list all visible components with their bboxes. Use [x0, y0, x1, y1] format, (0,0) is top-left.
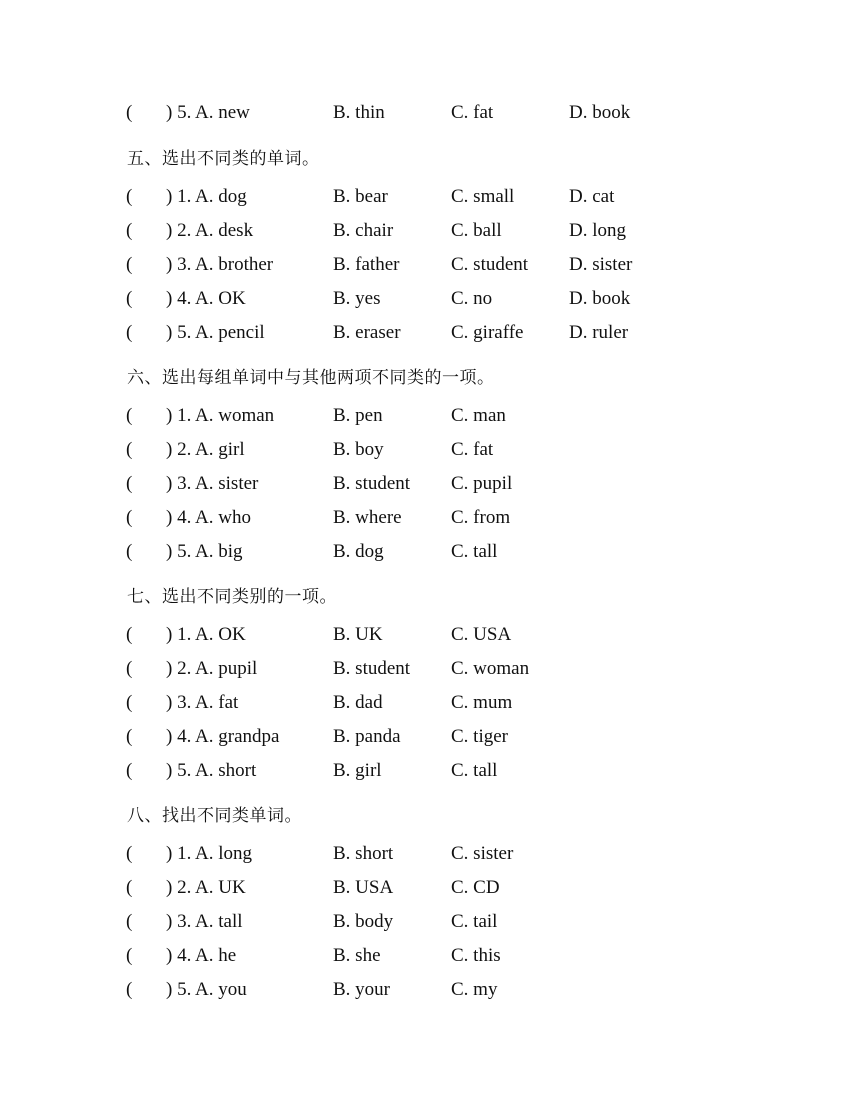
- option-a: ) 1. A. dog: [166, 186, 247, 207]
- option-c: C. woman: [451, 658, 530, 679]
- option-c: C. small: [451, 186, 515, 207]
- question-row: [0, 540, 860, 564]
- option-b: B. eraser: [333, 322, 401, 343]
- option-c: C. CD: [451, 877, 500, 898]
- question-row: [0, 404, 860, 428]
- question-row: [0, 506, 860, 530]
- option-a: ) 4. A. who: [166, 507, 251, 528]
- option-b: B. short: [333, 843, 394, 864]
- option-a: ) 1. A. long: [166, 843, 253, 864]
- answer-blank[interactable]: (: [126, 220, 133, 241]
- question-row: [0, 623, 860, 647]
- question-row: [0, 876, 860, 900]
- answer-blank[interactable]: (: [126, 911, 133, 932]
- option-c: C. student: [451, 254, 529, 275]
- answer-blank[interactable]: (: [126, 254, 133, 275]
- option-a: ) 5. A. you: [166, 979, 247, 1000]
- question-row: [0, 759, 860, 783]
- option-b: B. panda: [333, 726, 401, 747]
- option-b: B. your: [333, 979, 390, 1000]
- option-a: ) 1. A. OK: [166, 624, 246, 645]
- answer-blank[interactable]: (: [126, 439, 133, 460]
- option-b: B. yes: [333, 288, 381, 309]
- option-b: B. father: [333, 254, 400, 275]
- option-d: D. ruler: [569, 322, 629, 343]
- option-c: C. tall: [451, 541, 498, 562]
- answer-blank[interactable]: (: [126, 760, 133, 781]
- option-a: ) 2. A. UK: [166, 877, 246, 898]
- option-b: B. body: [333, 911, 394, 932]
- option-a: ) 5. A. pencil: [166, 322, 265, 343]
- option-b: B. where: [333, 507, 402, 528]
- option-a: ) 4. A. he: [166, 945, 237, 966]
- question-row: [0, 657, 860, 681]
- option-c: C. my: [451, 979, 498, 1000]
- option-c: C. giraffe: [451, 322, 524, 343]
- answer-blank[interactable]: (: [126, 507, 133, 528]
- option-c: C. fat: [451, 439, 494, 460]
- answer-blank[interactable]: (: [126, 843, 133, 864]
- question-row: [0, 253, 860, 277]
- section-heading: 五、选出不同类的单词。: [127, 149, 320, 169]
- answer-blank[interactable]: (: [126, 624, 133, 645]
- option-c: C. fat: [451, 102, 494, 123]
- option-b: B. USA: [333, 877, 394, 898]
- option-c: C. tiger: [451, 726, 508, 747]
- option-b: B. bear: [333, 186, 388, 207]
- section-heading: 七、选出不同类别的一项。: [127, 587, 337, 607]
- question-row: [0, 691, 860, 715]
- question-row: [0, 219, 860, 243]
- answer-blank[interactable]: (: [126, 102, 133, 123]
- option-c: C. this: [451, 945, 501, 966]
- option-a: ) 5. A. big: [166, 541, 243, 562]
- question-row: [0, 185, 860, 209]
- option-b: B. student: [333, 473, 411, 494]
- answer-blank[interactable]: (: [126, 541, 133, 562]
- option-a: ) 1. A. woman: [166, 405, 275, 426]
- option-c: C. man: [451, 405, 506, 426]
- option-a: ) 3. A. brother: [166, 254, 274, 275]
- question-row: [0, 978, 860, 1002]
- answer-blank[interactable]: (: [126, 186, 133, 207]
- question-row: [0, 321, 860, 345]
- option-b: B. girl: [333, 760, 382, 781]
- option-a: ) 3. A. fat: [166, 692, 239, 713]
- option-b: B. UK: [333, 624, 383, 645]
- answer-blank[interactable]: (: [126, 979, 133, 1000]
- option-a: ) 5. A. new: [166, 102, 250, 123]
- answer-blank[interactable]: (: [126, 692, 133, 713]
- answer-blank[interactable]: (: [126, 726, 133, 747]
- answer-blank[interactable]: (: [126, 658, 133, 679]
- option-a: ) 4. A. OK: [166, 288, 246, 309]
- answer-blank[interactable]: (: [126, 877, 133, 898]
- answer-blank[interactable]: (: [126, 405, 133, 426]
- option-a: ) 5. A. short: [166, 760, 257, 781]
- option-b: B. she: [333, 945, 381, 966]
- question-row: [0, 438, 860, 462]
- question-row: [0, 725, 860, 749]
- option-d: D. book: [569, 102, 631, 123]
- question-row: [0, 842, 860, 866]
- option-d: D. long: [569, 220, 626, 241]
- option-a: ) 3. A. tall: [166, 911, 243, 932]
- option-c: C. pupil: [451, 473, 513, 494]
- answer-blank[interactable]: (: [126, 473, 133, 494]
- section-heading: 六、选出每组单词中与其他两项不同类的一项。: [127, 368, 495, 388]
- option-b: B. student: [333, 658, 411, 679]
- option-d: D. cat: [569, 186, 615, 207]
- option-a: ) 4. A. grandpa: [166, 726, 280, 747]
- option-b: B. thin: [333, 102, 385, 123]
- question-row: [0, 910, 860, 934]
- option-c: C. ball: [451, 220, 502, 241]
- option-c: C. no: [451, 288, 493, 309]
- option-c: C. from: [451, 507, 511, 528]
- option-c: C. sister: [451, 843, 514, 864]
- question-row: [0, 287, 860, 311]
- option-b: B. dad: [333, 692, 383, 713]
- option-a: ) 2. A. desk: [166, 220, 254, 241]
- answer-blank[interactable]: (: [126, 288, 133, 309]
- option-c: C. mum: [451, 692, 513, 713]
- option-b: B. dog: [333, 541, 384, 562]
- option-a: ) 2. A. pupil: [166, 658, 258, 679]
- option-c: C. tall: [451, 760, 498, 781]
- option-c: C. USA: [451, 624, 512, 645]
- answer-blank[interactable]: (: [126, 322, 133, 343]
- option-d: D. sister: [569, 254, 633, 275]
- answer-blank[interactable]: (: [126, 945, 133, 966]
- question-row: [0, 472, 860, 496]
- option-b: B. chair: [333, 220, 394, 241]
- question-row: [0, 101, 860, 125]
- option-a: ) 2. A. girl: [166, 439, 245, 460]
- option-b: B. boy: [333, 439, 384, 460]
- option-c: C. tail: [451, 911, 498, 932]
- question-row: [0, 944, 860, 968]
- option-a: ) 3. A. sister: [166, 473, 259, 494]
- option-b: B. pen: [333, 405, 383, 426]
- section-heading: 八、找出不同类单词。: [127, 806, 302, 826]
- option-d: D. book: [569, 288, 631, 309]
